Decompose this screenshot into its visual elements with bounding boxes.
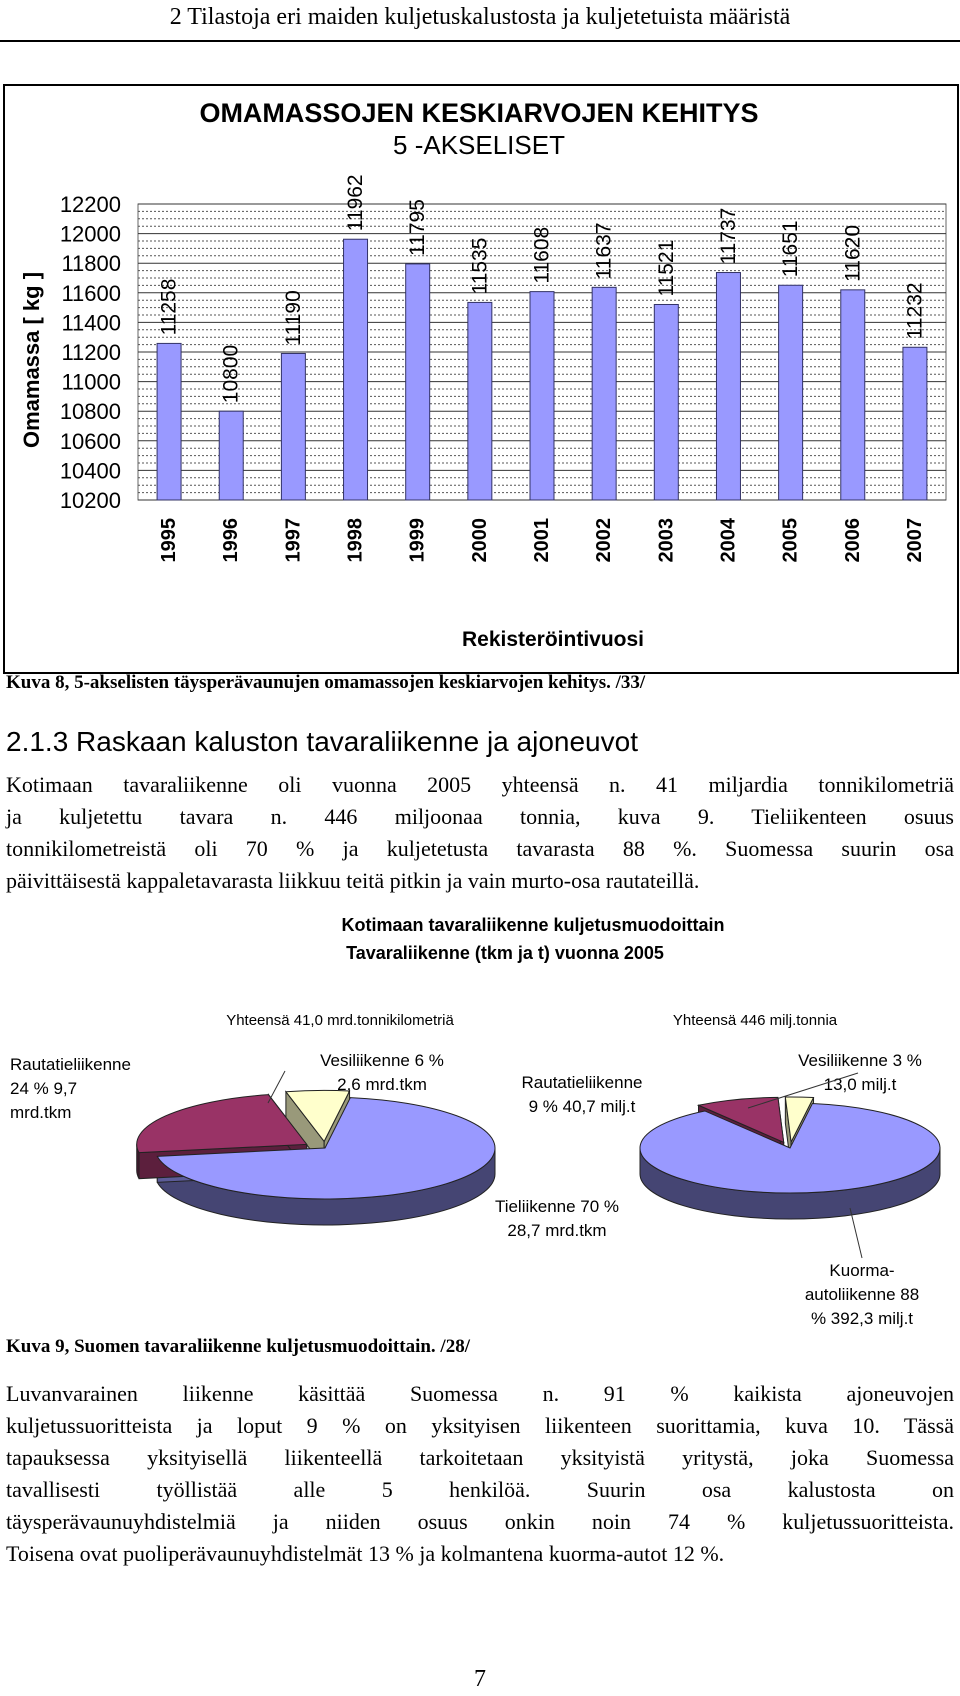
y-tick-label: 12000 bbox=[59, 221, 121, 247]
x-tick-label: 2004 bbox=[717, 518, 740, 563]
bar bbox=[779, 285, 803, 500]
paragraph-2-line: Toisena ovat puoliperävaunuyhdistelmät 13 % ja kolmantena kuorma-autot 12 %. bbox=[6, 1541, 725, 1566]
x-tick-label: 1999 bbox=[406, 518, 429, 563]
pie-slice-label: 24 % 9,7 bbox=[10, 1079, 78, 1098]
data-label: 11258 bbox=[157, 278, 181, 336]
bar bbox=[406, 264, 430, 500]
data-label: 11232 bbox=[903, 282, 927, 340]
paragraph-1-line: tonnikilometreistä oli 70 % ja kuljetetusta tavarasta 88 %. Suomessa suurin osa bbox=[6, 836, 954, 861]
x-tick-label: 2006 bbox=[841, 518, 864, 563]
x-tick-label: 2001 bbox=[531, 518, 553, 563]
bar bbox=[157, 343, 181, 500]
data-label: 11795 bbox=[406, 199, 430, 256]
pie-chart-title: Kotimaan tavaraliikenne kuljetusmuodoittain bbox=[341, 915, 725, 935]
y-axis-label: Omamassa [ kg ] bbox=[19, 271, 44, 449]
y-tick-label: 10800 bbox=[59, 399, 121, 425]
pie-leader-line bbox=[850, 1208, 862, 1258]
pie-chart-subtitle: Tavaraliikenne (tkm ja t) vuonna 2005 bbox=[346, 943, 664, 963]
paragraph-1-line: ja kuljetettu tavara n. 446 miljoonaa tonnia, kuva 9. Tieliikenteen osuus bbox=[6, 804, 954, 829]
paragraph-2-line: tavallisesti työllistää alle 5 henkilöä. Suurin osa kalustosta on bbox=[6, 1477, 954, 1502]
x-tick-label: 2002 bbox=[593, 518, 616, 563]
pie bbox=[640, 1097, 940, 1219]
y-tick-label: 10600 bbox=[59, 428, 121, 454]
page-header: 2 Tilastoja eri maiden kuljetuskalustosta ja kuljetetuista määristä bbox=[169, 4, 791, 30]
bar bbox=[716, 273, 740, 500]
paragraph-2-line: kuljetussuoritteista ja loput 9 % on yksityisen liikenteen suorittamia, kuva 10. Tässä bbox=[6, 1413, 954, 1438]
paragraph-1-line: päivittäisestä kappaletavarasta liikkuu teitä pitkin ja vain murto-osa rautateillä. bbox=[6, 868, 700, 893]
paragraph-2-line: tapauksessa yksityisellä liikenteellä tarkoitetaan yksityistä yritystä, joka Suomessa bbox=[6, 1445, 954, 1470]
pie-total-label: Yhteensä 41,0 mrd.tonnikilometriä bbox=[226, 1012, 454, 1029]
y-tick-label: 10200 bbox=[59, 488, 121, 513]
x-tick-label: 1996 bbox=[220, 518, 243, 563]
pie-slice-label: Rautatieliikenne bbox=[521, 1073, 643, 1092]
pie-slice-label: autoliikenne 88 bbox=[804, 1285, 920, 1304]
y-tick-label: 11400 bbox=[61, 310, 121, 336]
pie-slice-label: Vesiliikenne 3 % bbox=[798, 1051, 922, 1070]
y-tick-label: 11000 bbox=[61, 369, 121, 395]
pie-slice-label: mrd.tkm bbox=[10, 1103, 72, 1122]
data-label: 11651 bbox=[779, 220, 803, 278]
data-label: 11608 bbox=[530, 226, 554, 284]
data-label: 11962 bbox=[344, 174, 368, 232]
data-label: 11190 bbox=[281, 290, 305, 346]
data-label: 11521 bbox=[654, 239, 678, 297]
bar bbox=[281, 353, 305, 500]
header-rule bbox=[0, 40, 960, 42]
data-label: 11737 bbox=[716, 207, 740, 265]
bar bbox=[530, 292, 554, 500]
chart-title: OMAMASSOJEN KESKIARVOJEN KEHITYS bbox=[199, 98, 759, 128]
paragraph-1-line: Kotimaan tavaraliikenne oli vuonna 2005 yhteensä n. 41 miljardia tonnikilometriä bbox=[6, 772, 954, 797]
paragraph-2-line: täysperävaunuyhdistelmiä ja niiden osuus onkin noin 74 % kuljetussuoritteista. bbox=[6, 1509, 954, 1534]
bar bbox=[344, 239, 368, 500]
pie-slice-label: 28,7 mrd.tkm bbox=[507, 1221, 607, 1240]
x-tick-label: 2003 bbox=[655, 518, 678, 563]
pie-slice-label: Vesiliikenne 6 % bbox=[320, 1051, 444, 1070]
y-tick-label: 11800 bbox=[61, 251, 121, 277]
bar bbox=[592, 287, 616, 500]
x-tick-label: 2007 bbox=[903, 518, 926, 563]
bar bbox=[903, 347, 927, 500]
x-tick-label: 1995 bbox=[158, 518, 181, 563]
bar bbox=[841, 290, 865, 500]
section-heading: 2.1.3 Raskaan kaluston tavaraliikenne ja ajoneuvot bbox=[6, 726, 638, 757]
pie-slice-label: 13,0 milj.t bbox=[823, 1075, 897, 1094]
data-label: 11620 bbox=[841, 224, 865, 282]
y-tick-label: 11600 bbox=[61, 280, 121, 306]
figure-8-caption: Kuva 8, 5-akselisten täysperävaunujen omamassojen keskiarvojen kehitys. /33/ bbox=[6, 672, 646, 693]
pie-chart bbox=[0, 908, 960, 1333]
x-axis-label: Rekisteröintivuosi bbox=[461, 628, 645, 651]
pie-slice-label: % 392,3 milj.t bbox=[810, 1309, 914, 1328]
y-tick-label: 11200 bbox=[61, 340, 121, 365]
page-number: 7 bbox=[474, 1666, 486, 1692]
data-label: 10800 bbox=[219, 344, 243, 404]
pie bbox=[137, 1090, 495, 1225]
pie-slice bbox=[137, 1095, 307, 1153]
bar-chart bbox=[3, 84, 955, 670]
pie-slice-label: Tieliikenne 70 % bbox=[494, 1197, 620, 1216]
pie-total-label: Yhteensä 446 milj.tonnia bbox=[672, 1012, 838, 1029]
x-tick-label: 1998 bbox=[344, 518, 367, 563]
y-tick-label: 10400 bbox=[59, 458, 121, 484]
x-tick-label: 1997 bbox=[282, 518, 305, 563]
data-label: 11535 bbox=[468, 237, 492, 295]
pie-slice-label: Kuorma- bbox=[829, 1261, 895, 1280]
paragraph-1 bbox=[6, 769, 954, 897]
bar bbox=[219, 411, 243, 500]
pie-slice-label: 2,6 mrd.tkm bbox=[337, 1075, 427, 1094]
bar bbox=[654, 304, 678, 500]
figure-9-caption: Kuva 9, Suomen tavaraliikenne kuljetusmuodoittain. /28/ bbox=[6, 1336, 470, 1357]
pie-leader-line bbox=[268, 1071, 285, 1103]
pie-slice-label: 9 % 40,7 milj.t bbox=[528, 1097, 636, 1116]
y-tick-label: 12200 bbox=[59, 192, 121, 217]
data-label: 11637 bbox=[592, 222, 616, 280]
paragraph-2-line: Luvanvarainen liikenne käsittää Suomessa n. 91 % kaikista ajoneuvojen bbox=[6, 1381, 954, 1406]
x-tick-label: 2000 bbox=[468, 518, 491, 563]
pie-slice-label: Rautatieliikenne bbox=[10, 1055, 131, 1074]
paragraph-2 bbox=[6, 1378, 954, 1570]
chart-subtitle: 5 -AKSELISET bbox=[393, 130, 565, 160]
bar bbox=[468, 302, 492, 500]
x-tick-label: 2005 bbox=[779, 518, 802, 563]
